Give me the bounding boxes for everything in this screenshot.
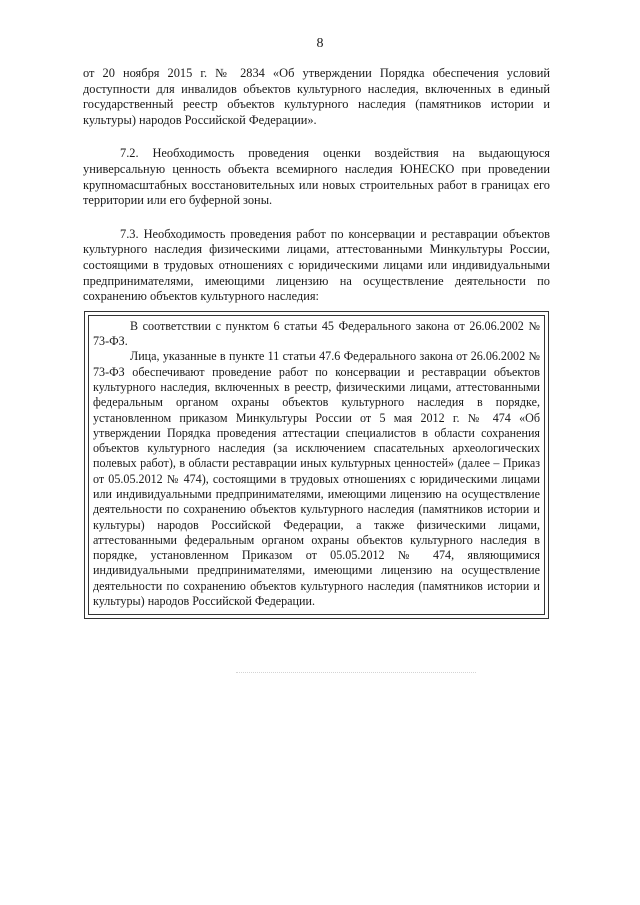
document-body (83, 66, 550, 619)
boxed-note-inner (88, 315, 545, 616)
boxed-note (84, 311, 549, 620)
page-number: 8 (316, 36, 324, 51)
paragraph-7-3: 7.3. Необходимость проведения работ по консервации и реставрации объектов культурного наследия физическими лицами, аттестованными Минкультуры России, состоящими в трудовых отношениях с юридическими лицами или индивидуальными предпринимателями, имеющими лицензию на осуществление деятельности по сохранению объектов культурного наследия: (83, 226, 550, 304)
paragraph-7-2: 7.2. Необходимость проведения оценки воздействия на выдающуюся универсальную ценность объекта всемирного наследия ЮНЕСКО при проведении крупномасштабных восстановительных или новых строительных работ в границах его территории или его буферной зоны. (83, 146, 550, 208)
boxed-note-paragraph-1: В соответствии с пунктом 6 статьи 45 Федерального закона от 26.06.2002 № 73-ФЗ. (93, 318, 540, 349)
boxed-note-paragraph-2: Лица, указанные в пункте 11 статьи 47.6 Федерального закона от 26.06.2002 № 73-ФЗ обеспечивают проведение работ по консервации и реставрации объектов культурного наследия, включенных в реестр, физическими лицами, аттестованными федеральным органом охраны объектов культурного наследия в порядке, установленном приказом Минкультуры России от 5 мая 2012 г. № 474 «Об утверждении Порядка проведения аттестации специалистов в области сохранения объектов культурного наследия (за исключением спасательных археологических полевых работ), в области реставрации иных культурных ценностей» (далее – Приказ от 05.05.2012 № 474), состоящими в трудовых отношениях с юридическими лицами или индивидуальными предпринимателями, имеющими лицензию на осуществление деятельности по сохранению объектов культурного наследия (памятников истории и культуры) народов Российской Федерации, а также физическими лицами, аттестованными федеральным органом охраны объектов культурного наследия в порядке, установленном Приказом от 05.05.2012 № 474, являющимися индивидуальными предпринимателями, имеющими лицензию на осуществление деятельности по сохранению объектов культурного наследия (памятников истории и культуры) народов Российской Федерации. (93, 349, 540, 609)
faint-scan-stripe (236, 672, 476, 673)
paragraph-order-2834: от 20 ноября 2015 г. № 2834 «Об утверждении Порядка обеспечения условий доступности для инвалидов объектов культурного наследия, включенных в единый государственный реестр объектов культурного наследия (памятников истории и культуры) народов Российской Федерации». (83, 66, 550, 127)
